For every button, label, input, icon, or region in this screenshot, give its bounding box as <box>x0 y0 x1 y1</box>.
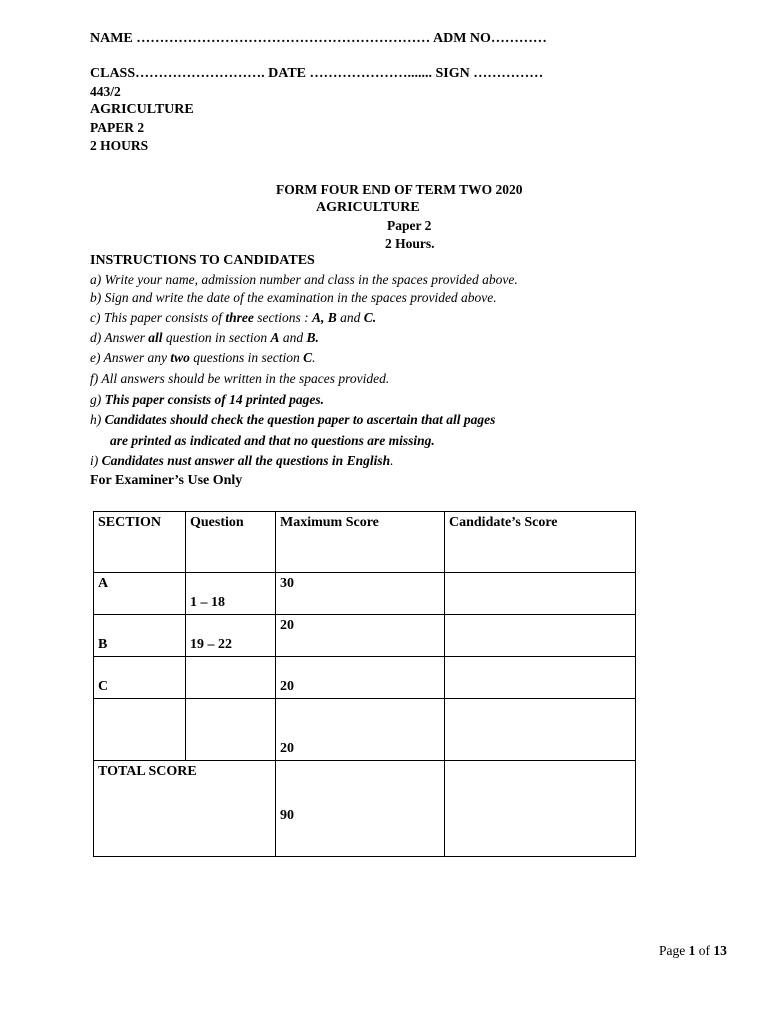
instruction-a: a) Write your name, admission number and class in the spaces provided above. <box>90 272 518 287</box>
instruction-i-pre: i) <box>90 453 102 468</box>
header-max-score: Maximum Score <box>276 512 445 573</box>
instruction-g <box>90 392 324 408</box>
instruction-h-line1: Candidates should check the question paper to ascertain that all pages <box>104 412 496 427</box>
exam-title: FORM FOUR END OF TERM TWO 2020 <box>276 182 523 197</box>
cell-max-score: 20 <box>276 657 445 699</box>
header-question: Question <box>186 512 276 573</box>
instruction-e-two: two <box>170 350 190 365</box>
header-candidate-score: Candidate’s Score <box>445 512 636 573</box>
cell-max-score: 30 <box>276 573 445 615</box>
cell-question <box>186 657 276 699</box>
page-total: 13 <box>713 943 727 958</box>
table-row <box>94 615 636 657</box>
instruction-c <box>90 310 376 326</box>
paper-duration: 2 HOURS <box>90 138 149 153</box>
exam-hours: 2 Hours. <box>385 236 435 251</box>
instruction-c-pre: c) This paper consists of <box>90 310 226 325</box>
page-of: of <box>695 943 714 958</box>
page-number <box>659 943 727 959</box>
instruction-d-mid: question in section <box>162 330 271 345</box>
cell-candidate-score[interactable] <box>445 573 636 615</box>
class-date-sign-line: CLASS………………………. DATE …………………....... SIGN …………… <box>90 66 544 81</box>
instruction-c-ab: A, B <box>312 310 337 325</box>
instructions-heading: INSTRUCTIONS TO CANDIDATES <box>90 253 315 268</box>
instruction-g-text: This paper consists of 14 printed pages. <box>104 392 325 407</box>
total-candidate-score[interactable] <box>445 761 636 857</box>
table-row <box>94 573 636 615</box>
instruction-f: f) All answers should be written in the spaces provided. <box>90 371 390 386</box>
instruction-e-mid: questions in section <box>189 350 304 365</box>
cell-max-score: 20 <box>276 615 445 657</box>
instruction-d-a: A <box>270 330 280 345</box>
instruction-d-b: B. <box>306 330 319 345</box>
instruction-h-pre: h) <box>90 412 105 427</box>
cell-question: 19 – 22 <box>186 615 276 657</box>
page-current: 1 <box>688 943 696 958</box>
table-row <box>94 699 636 761</box>
cell-candidate-score[interactable] <box>445 699 636 761</box>
instruction-i <box>90 453 393 469</box>
instruction-e-c: C <box>303 350 313 365</box>
instruction-d <box>90 330 319 346</box>
cell-question <box>186 699 276 761</box>
cell-max-score: 20 <box>276 699 445 761</box>
exam-paper: Paper 2 <box>387 218 432 233</box>
score-table <box>93 511 636 857</box>
instruction-d-all: all <box>148 330 163 345</box>
instruction-d-and: and <box>279 330 307 345</box>
cell-candidate-score[interactable] <box>445 657 636 699</box>
total-score-value: 90 <box>276 761 445 857</box>
instruction-i-text: Candidates nust answer all the questions in English <box>101 453 391 468</box>
header-section: SECTION <box>94 512 186 573</box>
table-header-row <box>94 512 636 573</box>
instruction-c-mid: sections : <box>253 310 313 325</box>
cell-candidate-score[interactable] <box>445 615 636 657</box>
table-row <box>94 657 636 699</box>
total-score-label: TOTAL SCORE <box>94 761 276 857</box>
cell-section: B <box>94 615 186 657</box>
paper-code: 443/2 <box>90 84 121 99</box>
examiner-use-label: For Examiner’s Use Only <box>90 473 243 488</box>
instruction-g-pre: g) <box>90 392 105 407</box>
instruction-c-three: three <box>225 310 254 325</box>
paper-number: PAPER 2 <box>90 120 145 135</box>
instruction-h-line2: are printed as indicated and that no questions are missing. <box>110 433 435 448</box>
instruction-c-c: C. <box>363 310 377 325</box>
instruction-e <box>90 350 316 366</box>
page-word: Page <box>659 943 689 958</box>
name-adm-line: NAME ……………………………………………………… ADM NO………… <box>90 31 547 46</box>
cell-section <box>94 699 186 761</box>
instruction-e-end: . <box>312 350 316 365</box>
instruction-e-pre: e) Answer any <box>90 350 171 365</box>
subject-name: AGRICULTURE <box>90 102 194 117</box>
exam-subject: AGRICULTURE <box>316 200 420 215</box>
instruction-d-pre: d) Answer <box>90 330 149 345</box>
cell-section: A <box>94 573 186 615</box>
total-row <box>94 761 636 857</box>
cell-question: 1 – 18 <box>186 573 276 615</box>
instruction-c-and: and <box>336 310 364 325</box>
cell-section: C <box>94 657 186 699</box>
instruction-h <box>90 412 495 428</box>
instruction-b: b) Sign and write the date of the examination in the spaces provided above. <box>90 290 497 305</box>
instruction-i-end: . <box>390 453 394 468</box>
